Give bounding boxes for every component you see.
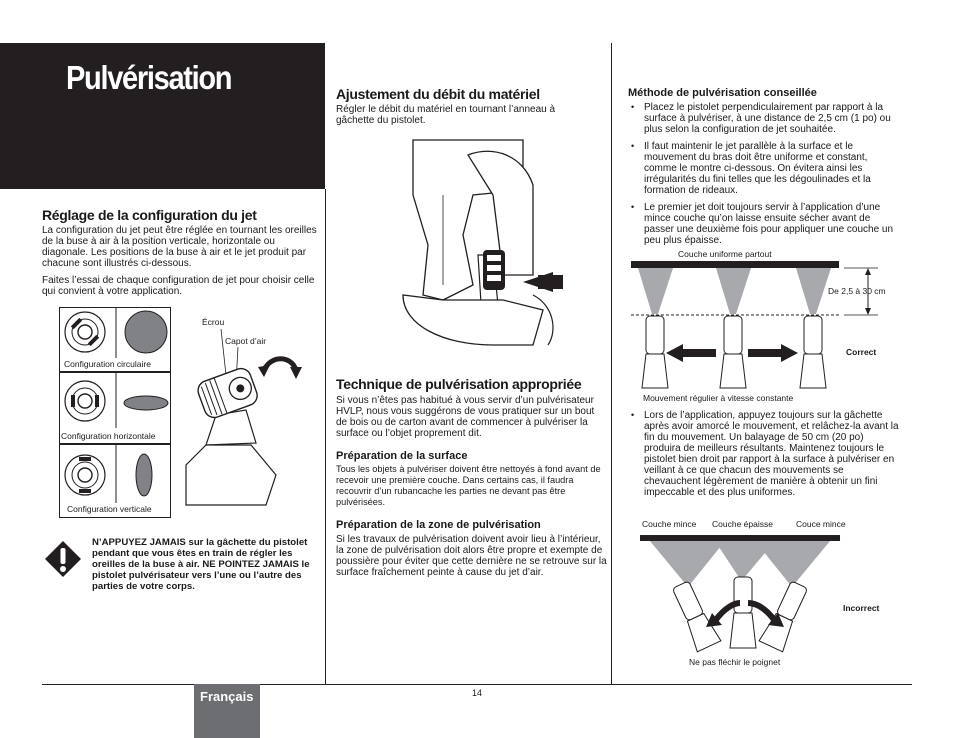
method-list-2	[628, 410, 900, 504]
language-tab	[194, 684, 260, 738]
config-horizontal-box	[59, 372, 171, 444]
footer-rule	[42, 684, 912, 685]
method-bullet-1: • Placez le pistolet perpendiculairement par rapport à la surface à pulvériser, à une distance de 2,5 cm (1 po) ou plus selon la configuration de jet souhaitée.	[628, 102, 898, 135]
correct-technique-diagram	[628, 258, 898, 398]
method-list	[628, 102, 898, 252]
spray-gun-illustration	[383, 135, 563, 350]
pattern-intro: La configuration du jet peut être réglée en tournant les oreilles de la buse à air à la position verticale, horizontale ou diagonale. Les positions de la buse à air et le jet produit par chacune sont illustrés ci-dessous.	[42, 225, 317, 269]
config-vertical-label: Configuration verticale	[67, 504, 152, 514]
area-prep-heading: Préparation de la zone de pulvérisation	[336, 519, 541, 531]
page-title: Pulvérisation	[66, 59, 232, 96]
warning-text: N’APPUYEZ JAMAIS sur la gâchette du pistolet pendant que vous êtes en train de régler les oreilles de la buse à air. NE POINTEZ JAMAIS le pistolet pulvérisateur vers l’une ou l’autre des parties de votre corps.	[92, 537, 310, 592]
language-tab-label: Français	[200, 689, 254, 704]
distance-label: De 2,5 à 30 cm	[828, 286, 886, 296]
section-heading-pattern: Réglage de la configuration du jet	[42, 207, 257, 223]
section-heading-flow: Ajustement du débit du matériel	[336, 86, 540, 102]
config-vertical-box	[59, 444, 171, 518]
pattern-tip: Faites l’essai de chaque configuration de jet pour choisir celle qui convient à votre application.	[42, 275, 315, 297]
nut-label: Écrou	[202, 317, 225, 327]
horizontal-pattern-icon	[60, 373, 170, 428]
thick-coat-label: Couche épaisse	[712, 519, 773, 529]
config-horizontal-label: Configuration horizontale	[61, 431, 156, 441]
air-cap-label: Capot d’air	[225, 336, 267, 346]
correct-label: Correct	[846, 347, 877, 357]
steady-motion-label: Mouvement régulier à vitesse constante	[643, 393, 794, 403]
thin-coat-label-2: Couce mince	[796, 519, 846, 529]
technique-text: Si vous n’êtes pas habitué à vous servir d’un pulvérisateur HVLP, nous vous suggérons de vous pratiquer sur un bout de bois ou de carton avant de commencer à pulvériser la surface ou l’objet proprement dit.	[336, 395, 595, 439]
incorrect-label: Incorrect	[843, 603, 880, 613]
method-bullet-4: • Lors de l’application, appuyez toujours sur la gâchette après avoir amorcé le mouvement, et relâchez-la avant la fin du mouvement. Un balayage de 50 cm (20 po) produira de meilleurs résultants. Maintenez toujours le pistolet bien droit par rapport à la surface à pulvériser en veillant à ce que chacun des mouvements se chevauchent légèrement de manière à obtenir un fini impeccable et des plus uniformes.	[628, 410, 900, 498]
page-number: 14	[472, 688, 483, 698]
circular-pattern-icon	[60, 308, 170, 358]
config-circular-label: Configuration circulaire	[64, 359, 151, 369]
method-heading: Méthode de pulvérisation conseillée	[628, 87, 817, 99]
uniform-coat-label: Couche uniforme partout	[678, 249, 772, 259]
area-prep-text: Si les travaux de pulvérisation doivent avoir lieu à l’intérieur, la zone de pulvérisation doit alors être propre et exempte de poussière pour éviter que cette dernière ne se retrouve sur la surface fraîchement peinte à cause du jet d’air.	[336, 534, 607, 578]
surface-prep-heading: Préparation de la surface	[336, 450, 468, 462]
thin-coat-label-1: Couche mince	[642, 519, 697, 529]
divider-right	[611, 43, 612, 684]
section-heading-technique: Technique de pulvérisation appropriée	[336, 376, 582, 392]
wrist-warning-label: Ne pas fléchir le poignet	[689, 657, 781, 667]
config-circular-box	[59, 307, 171, 372]
title-block	[0, 43, 325, 189]
method-bullet-3: • Le premier jet doit toujours servir à l’application d’une mince couche qu’on laisse ensuite sécher avant de passer une deuxième fois pour appliquer une couche un peu plus épaisse.	[628, 202, 898, 246]
divider-left	[325, 189, 326, 684]
warning-icon	[44, 540, 82, 578]
surface-prep-text: Tous les objets à pulvériser doivent être nettoyés à fond avant de recevoir une première couche. Dans certains cas, il faudra recouvrir d’un rubancache les parties ne devant pas être pulvérisées.	[336, 464, 601, 507]
vertical-pattern-icon	[60, 445, 170, 503]
incorrect-technique-diagram	[640, 533, 840, 658]
method-bullet-2: • Il faut maintenir le jet parallèle à la surface et le mouvement du bras doit être uniforme et constant, comme le montre ci-dessous. On évitera ainsi les irrégularités du fini telles que les dégoulinades et la formation de rideaux.	[628, 141, 898, 196]
flow-text: Régler le débit du matériel en tournant l’anneau à gâchette du pistolet.	[336, 104, 556, 126]
nozzle-illustration	[176, 325, 306, 515]
